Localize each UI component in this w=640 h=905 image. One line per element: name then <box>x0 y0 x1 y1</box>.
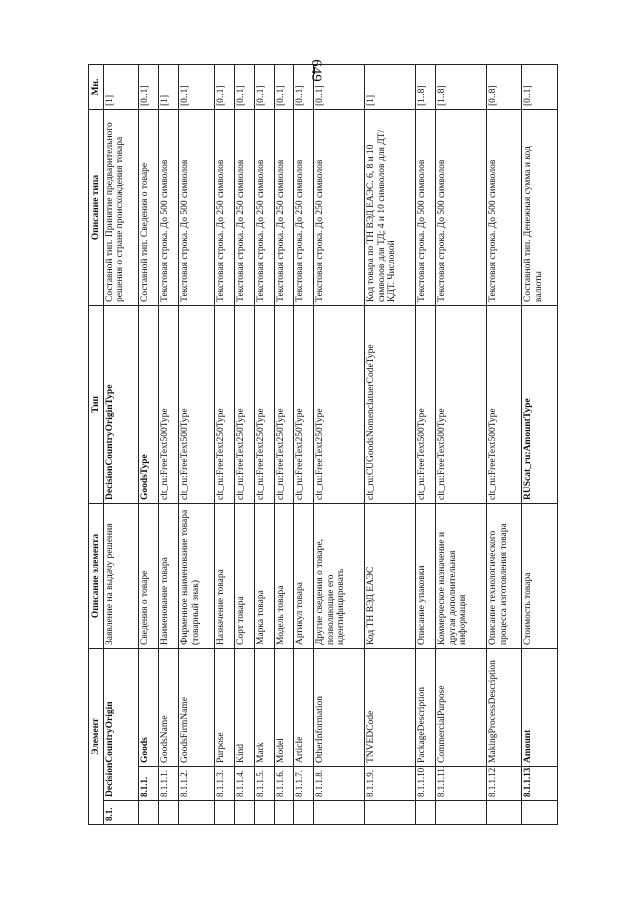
element-description: Марка товара <box>254 503 274 648</box>
element-name: GoodsFirmName <box>179 648 214 766</box>
type-name: clt_ru:FreeText250Type <box>294 305 314 503</box>
element-name: DecisionCountryOrigin <box>104 648 139 800</box>
multiplicity: [0..1] <box>179 64 214 109</box>
header-type-description: Описание типа <box>89 109 104 305</box>
element-description: Фирменное наименование товара (товарный знак) <box>179 503 214 648</box>
row-number: 8.1.1.12. <box>487 767 522 801</box>
row-number: 8.1.1.9. <box>365 767 416 801</box>
multiplicity: [1] <box>159 64 179 109</box>
header-element-description: Описание элемента <box>89 503 104 648</box>
type-name: clt_ru:FreeText500Type <box>416 305 436 503</box>
type-description: Текстовая строка. До 250 символов <box>214 109 234 305</box>
table-row <box>274 64 294 824</box>
row-number: 8.1.1.8. <box>314 767 365 801</box>
element-description: Наименование товара <box>159 503 179 648</box>
multiplicity: [1..8] <box>416 64 436 109</box>
element-name: PackageDescription <box>416 648 436 766</box>
table-row <box>294 64 314 824</box>
type-description: Текстовая строка. До 500 символов <box>179 109 214 305</box>
element-name: CommercialPurpose <box>436 648 487 766</box>
type-name: GoodsType <box>139 305 159 503</box>
table-row <box>254 64 274 824</box>
table-row <box>234 64 254 824</box>
element-name: Mark <box>254 648 274 766</box>
element-description: Описание упаковки <box>416 503 436 648</box>
indent-cell <box>179 801 214 825</box>
table-header-row <box>89 64 104 824</box>
row-number: 8.1.1.10. <box>416 767 436 801</box>
indent-cell <box>416 801 436 825</box>
indent-cell <box>254 801 274 825</box>
row-number: 8.1. <box>104 801 139 825</box>
header-type: Тип <box>89 305 104 503</box>
type-description: Текстовая строка. До 250 символов <box>234 109 254 305</box>
type-description: Текстовая строка. До 500 символов <box>159 109 179 305</box>
row-number: 8.1.1.2. <box>179 767 214 801</box>
element-name: Goods <box>139 648 159 766</box>
type-description: Текстовая строка. До 500 символов <box>487 109 522 305</box>
element-name: OtherInformation <box>314 648 365 766</box>
type-name: clt_ru:FreeText250Type <box>234 305 254 503</box>
multiplicity: [1] <box>365 64 416 109</box>
indent-cell <box>234 801 254 825</box>
multiplicity: [0..1] <box>314 64 365 109</box>
indent-cell <box>294 801 314 825</box>
table-row <box>487 64 522 824</box>
type-name: DecisionCountryOriginType <box>104 305 139 503</box>
indent-cell <box>214 801 234 825</box>
row-number: 8.1.1.11. <box>436 767 487 801</box>
indent-cell <box>139 801 159 825</box>
rotated-page-content <box>88 65 558 825</box>
multiplicity: [0..8] <box>487 64 522 109</box>
element-description: Стоимость товара <box>522 503 558 648</box>
indent-cell <box>436 801 487 825</box>
multiplicity: [0..1] <box>294 64 314 109</box>
type-name: clt_ru:FreeText250Type <box>274 305 294 503</box>
indent-cell <box>274 801 294 825</box>
indent-cell <box>314 801 365 825</box>
table-row <box>314 64 365 824</box>
element-name: Amount <box>522 648 558 766</box>
indent-cell <box>365 801 416 825</box>
type-description: Составной тип. Денежная сумма и код валюты <box>522 109 558 305</box>
element-name: MakingProcessDescription <box>487 648 522 766</box>
element-name: Article <box>294 648 314 766</box>
multiplicity: [0..1] <box>254 64 274 109</box>
type-name: clt_ru:FreeText250Type <box>314 305 365 503</box>
table-row <box>159 64 179 824</box>
type-description: Текстовая строка. До 500 символов <box>416 109 436 305</box>
element-name: GoodsName <box>159 648 179 766</box>
header-element: Элемент <box>89 648 104 824</box>
type-name: clt_ru:CUGoodsNomenclatuerCodeType <box>365 305 416 503</box>
element-description: Сведения о товаре <box>139 503 159 648</box>
table-row <box>139 64 159 824</box>
element-name: Model <box>274 648 294 766</box>
row-number: 8.1.1.5. <box>254 767 274 801</box>
multiplicity: [0..1] <box>214 64 234 109</box>
row-number: 8.1.1.7. <box>294 767 314 801</box>
element-name: Purpose <box>214 648 234 766</box>
multiplicity: [0..1] <box>274 64 294 109</box>
type-name: clt_ru:FreeText500Type <box>159 305 179 503</box>
element-name: Kind <box>234 648 254 766</box>
type-description: Код товара по ТН ВЭД ЕАЭС. 6, 8 и 10 символов для ТД; 4 и 10 символов для ДТ/КДТ. Числовой <box>365 109 416 305</box>
type-name: clt_ru:FreeText250Type <box>254 305 274 503</box>
type-name: clt_ru:FreeText250Type <box>214 305 234 503</box>
element-description: Сорт товара <box>234 503 254 648</box>
element-description: Другие сведения о товаре, позволяющие его идентифицировать <box>314 503 365 648</box>
table-row <box>522 64 558 824</box>
multiplicity: [0..1] <box>139 64 159 109</box>
type-name: RUScat_ru:AmountType <box>522 305 558 503</box>
type-name: clt_ru:FreeText500Type <box>179 305 214 503</box>
table-row <box>104 64 139 824</box>
table-row <box>436 64 487 824</box>
indent-cell <box>159 801 179 825</box>
row-number: 8.1.1.6. <box>274 767 294 801</box>
multiplicity: [1..8] <box>436 64 487 109</box>
row-number: 8.1.1.4. <box>234 767 254 801</box>
type-name: clt_ru:FreeText500Type <box>436 305 487 503</box>
type-name: clt_ru:FreeText500Type <box>487 305 522 503</box>
multiplicity: [0..1] <box>234 64 254 109</box>
schema-table <box>88 64 558 825</box>
multiplicity: [1] <box>104 64 139 109</box>
row-number: 8.1.1. <box>139 767 159 801</box>
element-description: Артикул товара <box>294 503 314 648</box>
type-description: Текстовая строка. До 250 символов <box>314 109 365 305</box>
type-description: Составной тип. Принятие предварительного решения о стране происхождения товара <box>104 109 139 305</box>
type-description: Текстовая строка. До 250 символов <box>254 109 274 305</box>
row-number: 8.1.1.13. <box>522 767 558 801</box>
element-description: Коммерческое назначение и другая дополнительная информация <box>436 503 487 648</box>
table-row <box>416 64 436 824</box>
indent-cell <box>487 801 522 825</box>
indent-cell <box>522 801 558 825</box>
element-description: Модель товара <box>274 503 294 648</box>
header-multiplicity: Мн. <box>89 64 104 109</box>
table-row <box>179 64 214 824</box>
type-description: Текстовая строка. До 250 символов <box>294 109 314 305</box>
element-description: Заявление на выдачу решения <box>104 503 139 648</box>
type-description: Составной тип. Сведения о товаре <box>139 109 159 305</box>
type-description: Текстовая строка. До 500 символов <box>436 109 487 305</box>
page-number-text: 649 <box>307 58 324 82</box>
table-row <box>365 64 416 824</box>
table-row <box>214 64 234 824</box>
row-number: 8.1.1.1. <box>159 767 179 801</box>
multiplicity: [0..1] <box>522 64 558 109</box>
row-number: 8.1.1.3. <box>214 767 234 801</box>
type-description: Текстовая строка. До 250 символов <box>274 109 294 305</box>
element-name: TNVEDCode <box>365 648 416 766</box>
element-description: Назначение товара <box>214 503 234 648</box>
element-description: Код ТН ВЭД ЕАЭС <box>365 503 416 648</box>
element-description: Описание технологического процесса изготовления товара <box>487 503 522 648</box>
